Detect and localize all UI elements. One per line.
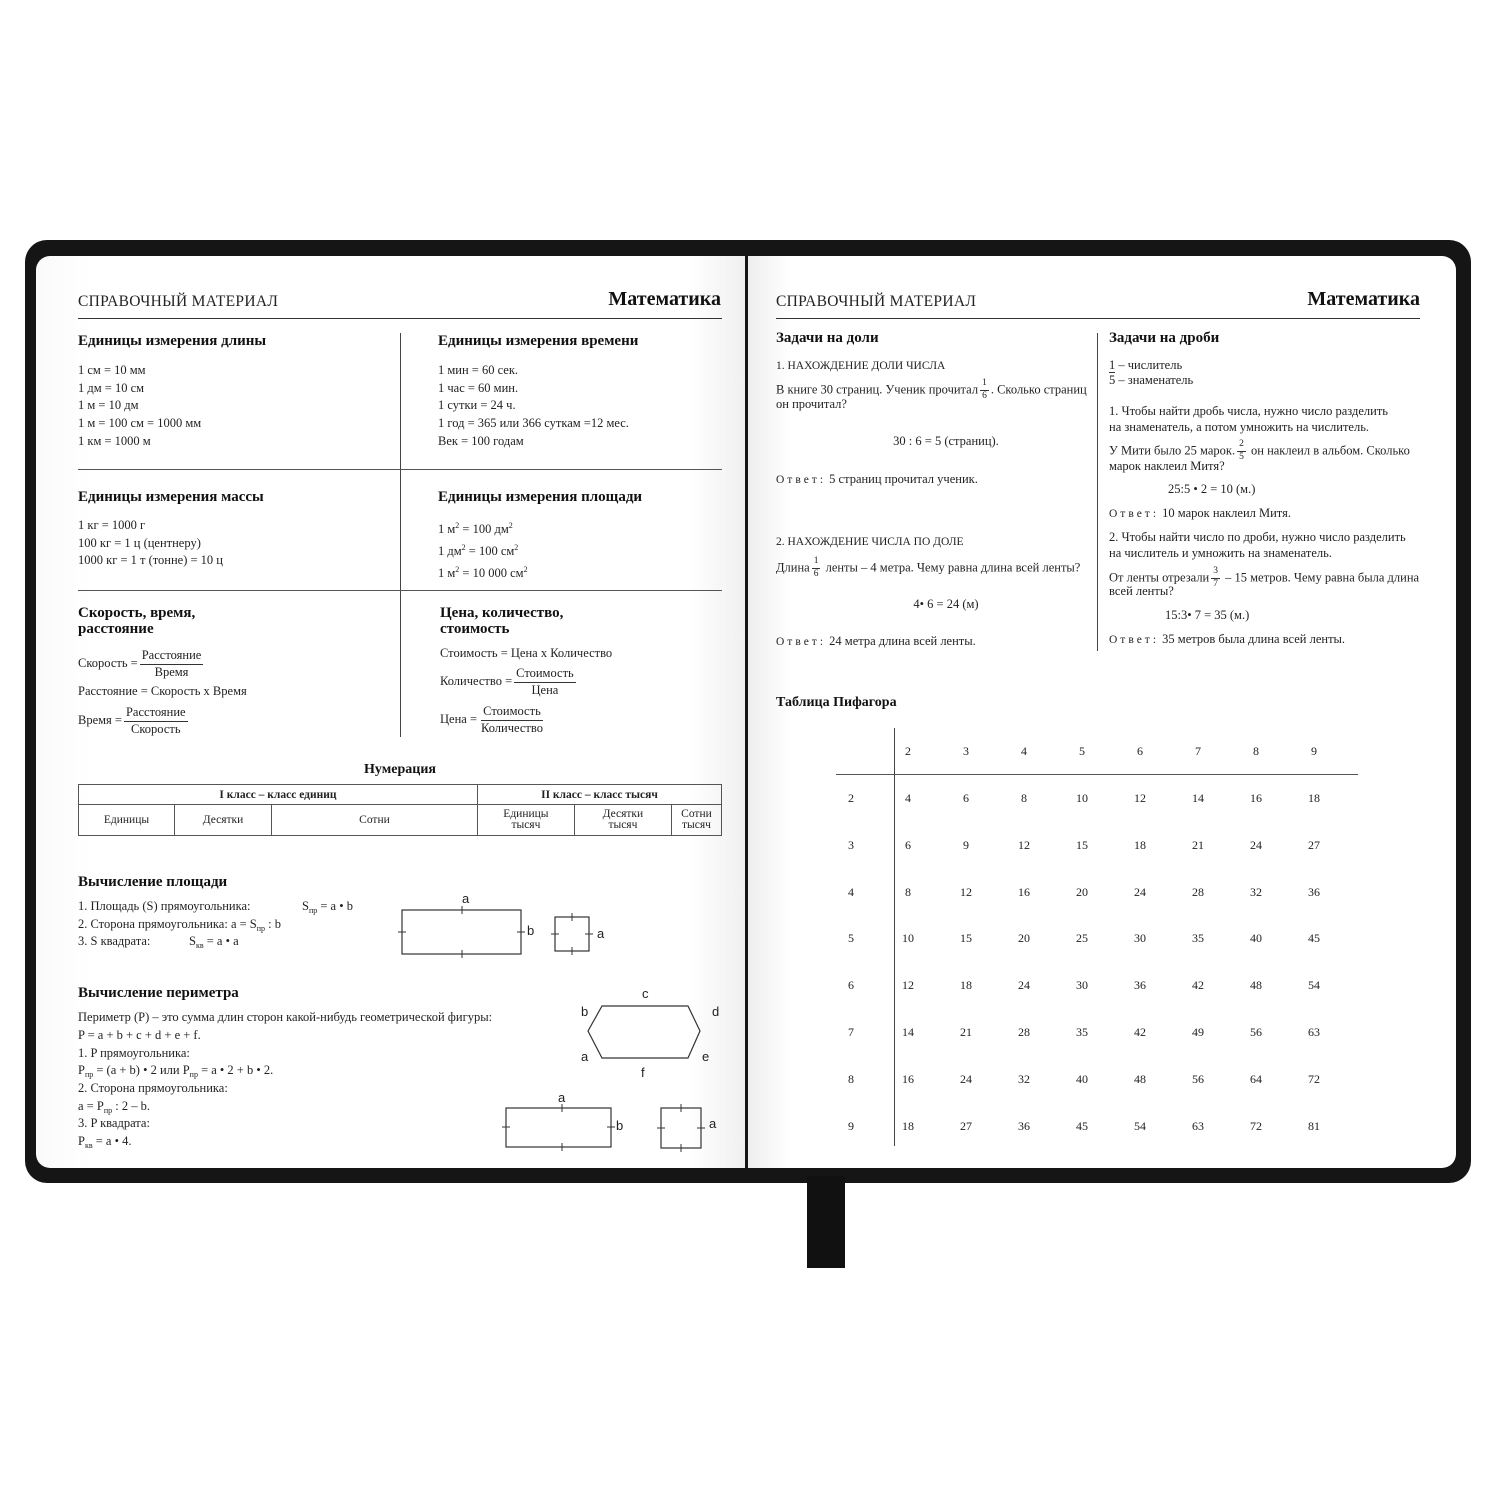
pythagoras-cell: 48 (1250, 978, 1262, 993)
fractions-answer-2: Ответ: 35 метров была длина всей ленты. (1109, 632, 1346, 646)
hex-label-e: e (702, 1049, 710, 1064)
price-formula: Цена = $\frac{\text{Стоимость}}{\text{Количество}}$ (440, 704, 543, 735)
pythagoras-cell: 56 (1192, 1071, 1204, 1086)
mass-line: 100 кг = 1 ц (центнеру) (78, 535, 201, 550)
pythagoras-header-cell: 5 (1079, 744, 1085, 758)
pythagoras-cell: 15 (960, 931, 972, 946)
price-title: Цена, количество, стоимость (440, 605, 564, 637)
perimeter-line-3: 1. P прямоугольника: (78, 1046, 190, 1060)
numeration-title: Нумерация (364, 762, 436, 777)
pythagoras-cell: 56 (1250, 1025, 1262, 1039)
shares-s1-answer: Ответ: 5 страниц прочитал ученик. (776, 472, 978, 486)
pythagoras-cell: 30 (1076, 978, 1088, 993)
pythagoras-cell: 8 (905, 884, 911, 899)
shares-s1-title: 1. НАХОЖДЕНИЕ ДОЛИ ЧИСЛА (776, 360, 946, 372)
area-calc-line-2: 2. Сторона прямоугольника: $a = S_{пр}$ : b (78, 917, 282, 933)
table-cell: Сотни (272, 805, 478, 836)
fractions-title: Задачи на дроби (1109, 330, 1220, 346)
fractions-p4-2: всей ленты? (1109, 584, 1174, 598)
column-divider (400, 333, 401, 737)
perim-rect-label-b: b (616, 1118, 624, 1133)
pythagoras-cell: 28 (1018, 1025, 1030, 1039)
pythagoras-cell: 24 (960, 1071, 972, 1086)
pythagoras-cell: 12 (960, 884, 972, 899)
pythagoras-row-label: 9 (848, 1118, 854, 1133)
perimeter-line-1: Периметр (P) – это сумма длин сторон какой-нибудь геометрической фигуры: (78, 1010, 493, 1024)
pythagoras-row-label: 3 (848, 837, 854, 852)
pythagoras-cell: 6 (963, 791, 969, 805)
shares-s2-question: Длина $\frac{1}{6}$ ленты – 4 метра. Чему равна длина всей ленты? (776, 556, 1081, 579)
time-list (438, 362, 629, 451)
time-line: 1 час = 60 мин. (438, 380, 519, 395)
pythagoras-horizontal-rule (836, 774, 1358, 775)
pythagoras-header-cell: 7 (1195, 744, 1201, 758)
shares-title: Задачи на доли (776, 330, 879, 346)
pythagoras-cell: 35 (1076, 1025, 1088, 1039)
pythagoras-cell: 64 (1250, 1071, 1262, 1086)
pythagoras-cell: 16 (902, 1071, 914, 1086)
area-calc-formula-3: $S_{кв} = a$ • a (189, 934, 239, 950)
speed-title: Скорость, время, расстояние (78, 605, 196, 637)
pythagoras-cell: 40 (1076, 1071, 1088, 1086)
row-divider-2 (78, 590, 722, 591)
pythagoras-cell: 35 (1192, 931, 1204, 946)
area-calc-title: Вычисление площади (78, 874, 228, 890)
quantity-formula: Количество = $\frac{\text{Стоимость}}{\text{Цена}}$ (440, 666, 574, 697)
pythagoras-cell: 16 (1018, 884, 1030, 899)
pythagoras-cell: 25 (1076, 931, 1088, 946)
perimeter-line-7: 3. P квадрата: (78, 1116, 150, 1130)
pythagoras-cell: 32 (1018, 1071, 1030, 1086)
pythagoras-cell: 9 (963, 837, 969, 852)
perim-square-label-a: a (709, 1116, 717, 1131)
perimeter-line-8: $P_{кв} = a$ • 4. (78, 1134, 132, 1150)
pythagoras-row-label: 2 (848, 791, 854, 805)
hex-label-b: b (581, 1004, 589, 1019)
pythagoras-cell: 18 (960, 978, 972, 993)
row-divider-1 (78, 469, 722, 470)
section-label: СПРАВОЧНЫЙ МАТЕРИАЛ (78, 293, 279, 310)
area-rectangle-diagram (392, 888, 622, 958)
pythagoras-cell: 18 (1134, 837, 1146, 852)
pythagoras-cell: 14 (902, 1025, 914, 1039)
area-units-line: 1 $дм^2 = 100$ $см^2$ (438, 542, 519, 559)
pythagoras-cell: 49 (1192, 1025, 1204, 1039)
perimeter-rectangle-diagram (496, 1096, 726, 1156)
fractions-answer-1: Ответ: 10 марок наклеил Митя. (1109, 506, 1291, 520)
fractions-calc-1: 25:5 • 2 = 10 (м.) (1168, 482, 1256, 496)
bookmark-ribbon (807, 1176, 845, 1268)
pythagoras-cell: 14 (1192, 791, 1204, 805)
pythagoras-header-cell: 4 (1021, 744, 1027, 758)
pythagoras-cell: 24 (1018, 978, 1030, 993)
pythagoras-cell: 10 (902, 931, 914, 946)
pythagoras-cell: 72 (1250, 1118, 1262, 1133)
length-line: 1 км = 1000 м (78, 433, 151, 448)
cost-formula: Стоимость = Цена х Количество (440, 646, 613, 660)
pythagoras-cell: 63 (1192, 1118, 1204, 1133)
pythagoras-row-label: 7 (848, 1025, 854, 1039)
pythagoras-header-cell: 6 (1137, 744, 1143, 758)
pythagoras-header-cell: 8 (1253, 744, 1259, 758)
pythagoras-cell: 36 (1308, 884, 1320, 899)
area-rect-label-a: a (462, 891, 470, 906)
pythagoras-cell: 63 (1308, 1025, 1320, 1039)
pythagoras-cell: 21 (1192, 837, 1204, 852)
section-label: СПРАВОЧНЫЙ МАТЕРИАЛ (776, 293, 977, 310)
length-line: 1 см = 10 мм (78, 363, 146, 377)
subject-title: Математика (1307, 288, 1420, 310)
pythagoras-cell: 27 (1308, 837, 1320, 852)
pythagoras-header-cell: 9 (1311, 744, 1317, 758)
perim-rect-label-a: a (558, 1090, 566, 1105)
pythagoras-cell: 10 (1076, 791, 1088, 805)
pythagoras-cell: 72 (1308, 1071, 1320, 1086)
pythagoras-cell: 45 (1076, 1118, 1088, 1133)
class-thousands-header: II класс – класс тысяч (477, 785, 721, 805)
pythagoras-cell: 54 (1134, 1118, 1146, 1133)
fractions-p1: 1. Чтобы найти дробь числа, нужно число разделить на знаменатель, а потом умножить на числитель. (1109, 404, 1388, 434)
pythagoras-cell: 8 (1021, 791, 1027, 805)
area-calc-formula-1: $S_{пр} = a$ • b (302, 899, 353, 915)
mass-line: 1000 кг = 1 т (тонне) = 10 ц (78, 553, 224, 568)
mass-line: 1 кг = 1000 г (78, 518, 146, 532)
area-calc-line-1: 1. Площадь (S) прямоугольника: (78, 899, 251, 913)
perimeter-line-2: P = a + b + c + d + e + f. (78, 1028, 201, 1042)
fractions-p2: У Мити было 25 марок. $\frac{2}{5}$ он наклеил в альбом. Сколько (1109, 439, 1410, 462)
hex-label-c: c (642, 986, 649, 1001)
pythagoras-cell: 42 (1192, 978, 1204, 993)
pythagoras-cell: 36 (1018, 1118, 1030, 1133)
mass-title: Единицы измерения массы (78, 489, 264, 505)
pythagoras-cell: 28 (1192, 884, 1204, 899)
length-line: 1 дм = 10 см (78, 380, 145, 395)
table-cell: Сотни тысяч (671, 805, 721, 836)
table-cell: Десятки (175, 805, 272, 836)
perimeter-line-6: $a = P_{пр}$ : 2 – b. (78, 1099, 150, 1115)
pythagoras-row-label: 4 (848, 884, 854, 899)
pythagoras-cell: 54 (1308, 978, 1320, 993)
shares-s1-calc: 30 : 6 = 5 (страниц). (893, 434, 999, 448)
table-cell: Единицы (79, 805, 175, 836)
pythagoras-cell: 30 (1134, 931, 1146, 946)
hexagon-diagram (576, 996, 716, 1066)
pythagoras-cell: 24 (1134, 884, 1146, 899)
area-rect-label-b: b (527, 923, 535, 938)
area-calc-line-3: 3. S квадрата: (78, 934, 151, 948)
distance-formula: Расстояние = Скорость х Время (78, 684, 247, 698)
shares-s1-question-2: он прочитал? (776, 397, 847, 411)
time-line: 1 год = 365 или 366 суткам =12 мес. (438, 416, 629, 431)
pythagoras-cell: 42 (1134, 1025, 1146, 1039)
pythagoras-header-cell: 3 (963, 744, 969, 758)
table-cell: Единицы тысяч (477, 805, 574, 836)
pythagoras-cell: 12 (1018, 837, 1030, 852)
length-line: 1 м = 10 дм (78, 398, 139, 413)
fractions-p4: От ленты отрезали $\frac{3}{7}$ – 15 метров. Чему равна была длина (1109, 566, 1420, 589)
pythagoras-cell: 48 (1134, 1071, 1146, 1086)
shares-s2-title: 2. НАХОЖДЕНИЕ ЧИСЛА ПО ДОЛЕ (776, 536, 964, 548)
pythagoras-cell: 45 (1308, 931, 1320, 946)
pythagoras-title: Таблица Пифагора (776, 695, 897, 710)
fractions-p3: 2. Чтобы найти число по дроби, нужно число разделить на числитель и умножить на знаменатель. (1109, 530, 1406, 560)
pythagoras-cell: 24 (1250, 837, 1262, 852)
perimeter-title: Вычисление периметра (78, 985, 239, 1001)
fractions-p2-2: марок наклеил Митя? (1109, 459, 1225, 473)
subject-title: Математика (608, 288, 721, 310)
pythagoras-cell: 20 (1076, 884, 1088, 899)
time-title: Единицы измерения времени (438, 333, 639, 349)
speed-formula: Скорость = $\frac{\text{Расстояние}}{\text{Время}}$ (78, 648, 202, 679)
length-list (78, 362, 201, 451)
shares-s2-answer: Ответ: 24 метра длина всей ленты. (776, 634, 976, 648)
pythagoras-cell: 12 (1134, 791, 1146, 805)
time-line: 1 мин = 60 сек. (438, 363, 519, 377)
pythagoras-cell: 12 (902, 978, 914, 993)
pythagoras-cell: 32 (1250, 884, 1262, 899)
area-units-title: Единицы измерения площади (438, 489, 643, 505)
time-line: 1 сутки = 24 ч. (438, 398, 516, 413)
time-formula: Время = $\frac{\text{Расстояние}}{\text{Скорость}}$ (78, 705, 186, 736)
right-page (748, 256, 1456, 1168)
left-page (36, 256, 745, 1168)
class-units-header: I класс – класс единиц (79, 785, 478, 805)
header-rule (776, 318, 1420, 319)
header-rule (78, 318, 722, 319)
pythagoras-cell: 81 (1308, 1118, 1320, 1133)
pythagoras-cell: 36 (1134, 978, 1146, 993)
perimeter-line-5: 2. Сторона прямоугольника: (78, 1081, 228, 1095)
fractions-calc-2: 15:3• 7 = 35 (м.) (1165, 608, 1250, 622)
pythagoras-cell: 18 (902, 1118, 914, 1133)
pythagoras-cell: 40 (1250, 931, 1262, 946)
time-line: Век = 100 годам (438, 433, 524, 448)
pythagoras-cell: 6 (905, 837, 911, 852)
pythagoras-cell: 27 (960, 1118, 972, 1133)
pythagoras-cell: 21 (960, 1025, 972, 1039)
pythagoras-row-label: 5 (848, 931, 854, 946)
hex-label-f: f (641, 1065, 645, 1080)
fraction-legend: 1 – числитель 5 – знаменатель (1109, 358, 1194, 387)
pythagoras-cell: 4 (905, 791, 911, 805)
area-square-label-a: a (597, 926, 605, 941)
area-units-list (438, 517, 528, 583)
pythagoras-cell: 18 (1308, 791, 1320, 805)
pythagoras-row-label: 6 (848, 978, 854, 993)
shares-s1-question: В книге 30 страниц. Ученик прочитал $\frac{1}{6}$ . Сколько страниц (776, 378, 1087, 401)
shares-s2-calc: 4• 6 = 24 (м) (913, 597, 979, 611)
area-units-line: 1 $м^2 = 100$ $дм^2$ (438, 521, 513, 537)
mass-list (78, 517, 223, 570)
pythagoras-cell: 20 (1018, 931, 1030, 946)
pythagoras-cell: 15 (1076, 837, 1088, 852)
length-line: 1 м = 100 см = 1000 мм (78, 416, 202, 431)
hex-label-a: a (581, 1049, 589, 1064)
area-units-line: 1 $м^2 = 10$ 000 $см^2$ (438, 564, 528, 580)
pythagoras-header-cell: 2 (905, 744, 911, 758)
hex-label-d: d (712, 1004, 720, 1019)
numeration-table (78, 784, 722, 836)
perimeter-line-4: $P_{пр} = (a + b)$ • 2 или $P_{пр} = a$ • 2 + b • 2. (78, 1063, 274, 1079)
pythagoras-cell: 16 (1250, 791, 1262, 805)
pythagoras-row-label: 8 (848, 1071, 854, 1086)
length-title: Единицы измерения длины (78, 333, 267, 349)
table-cell: Десятки тысяч (574, 805, 671, 836)
